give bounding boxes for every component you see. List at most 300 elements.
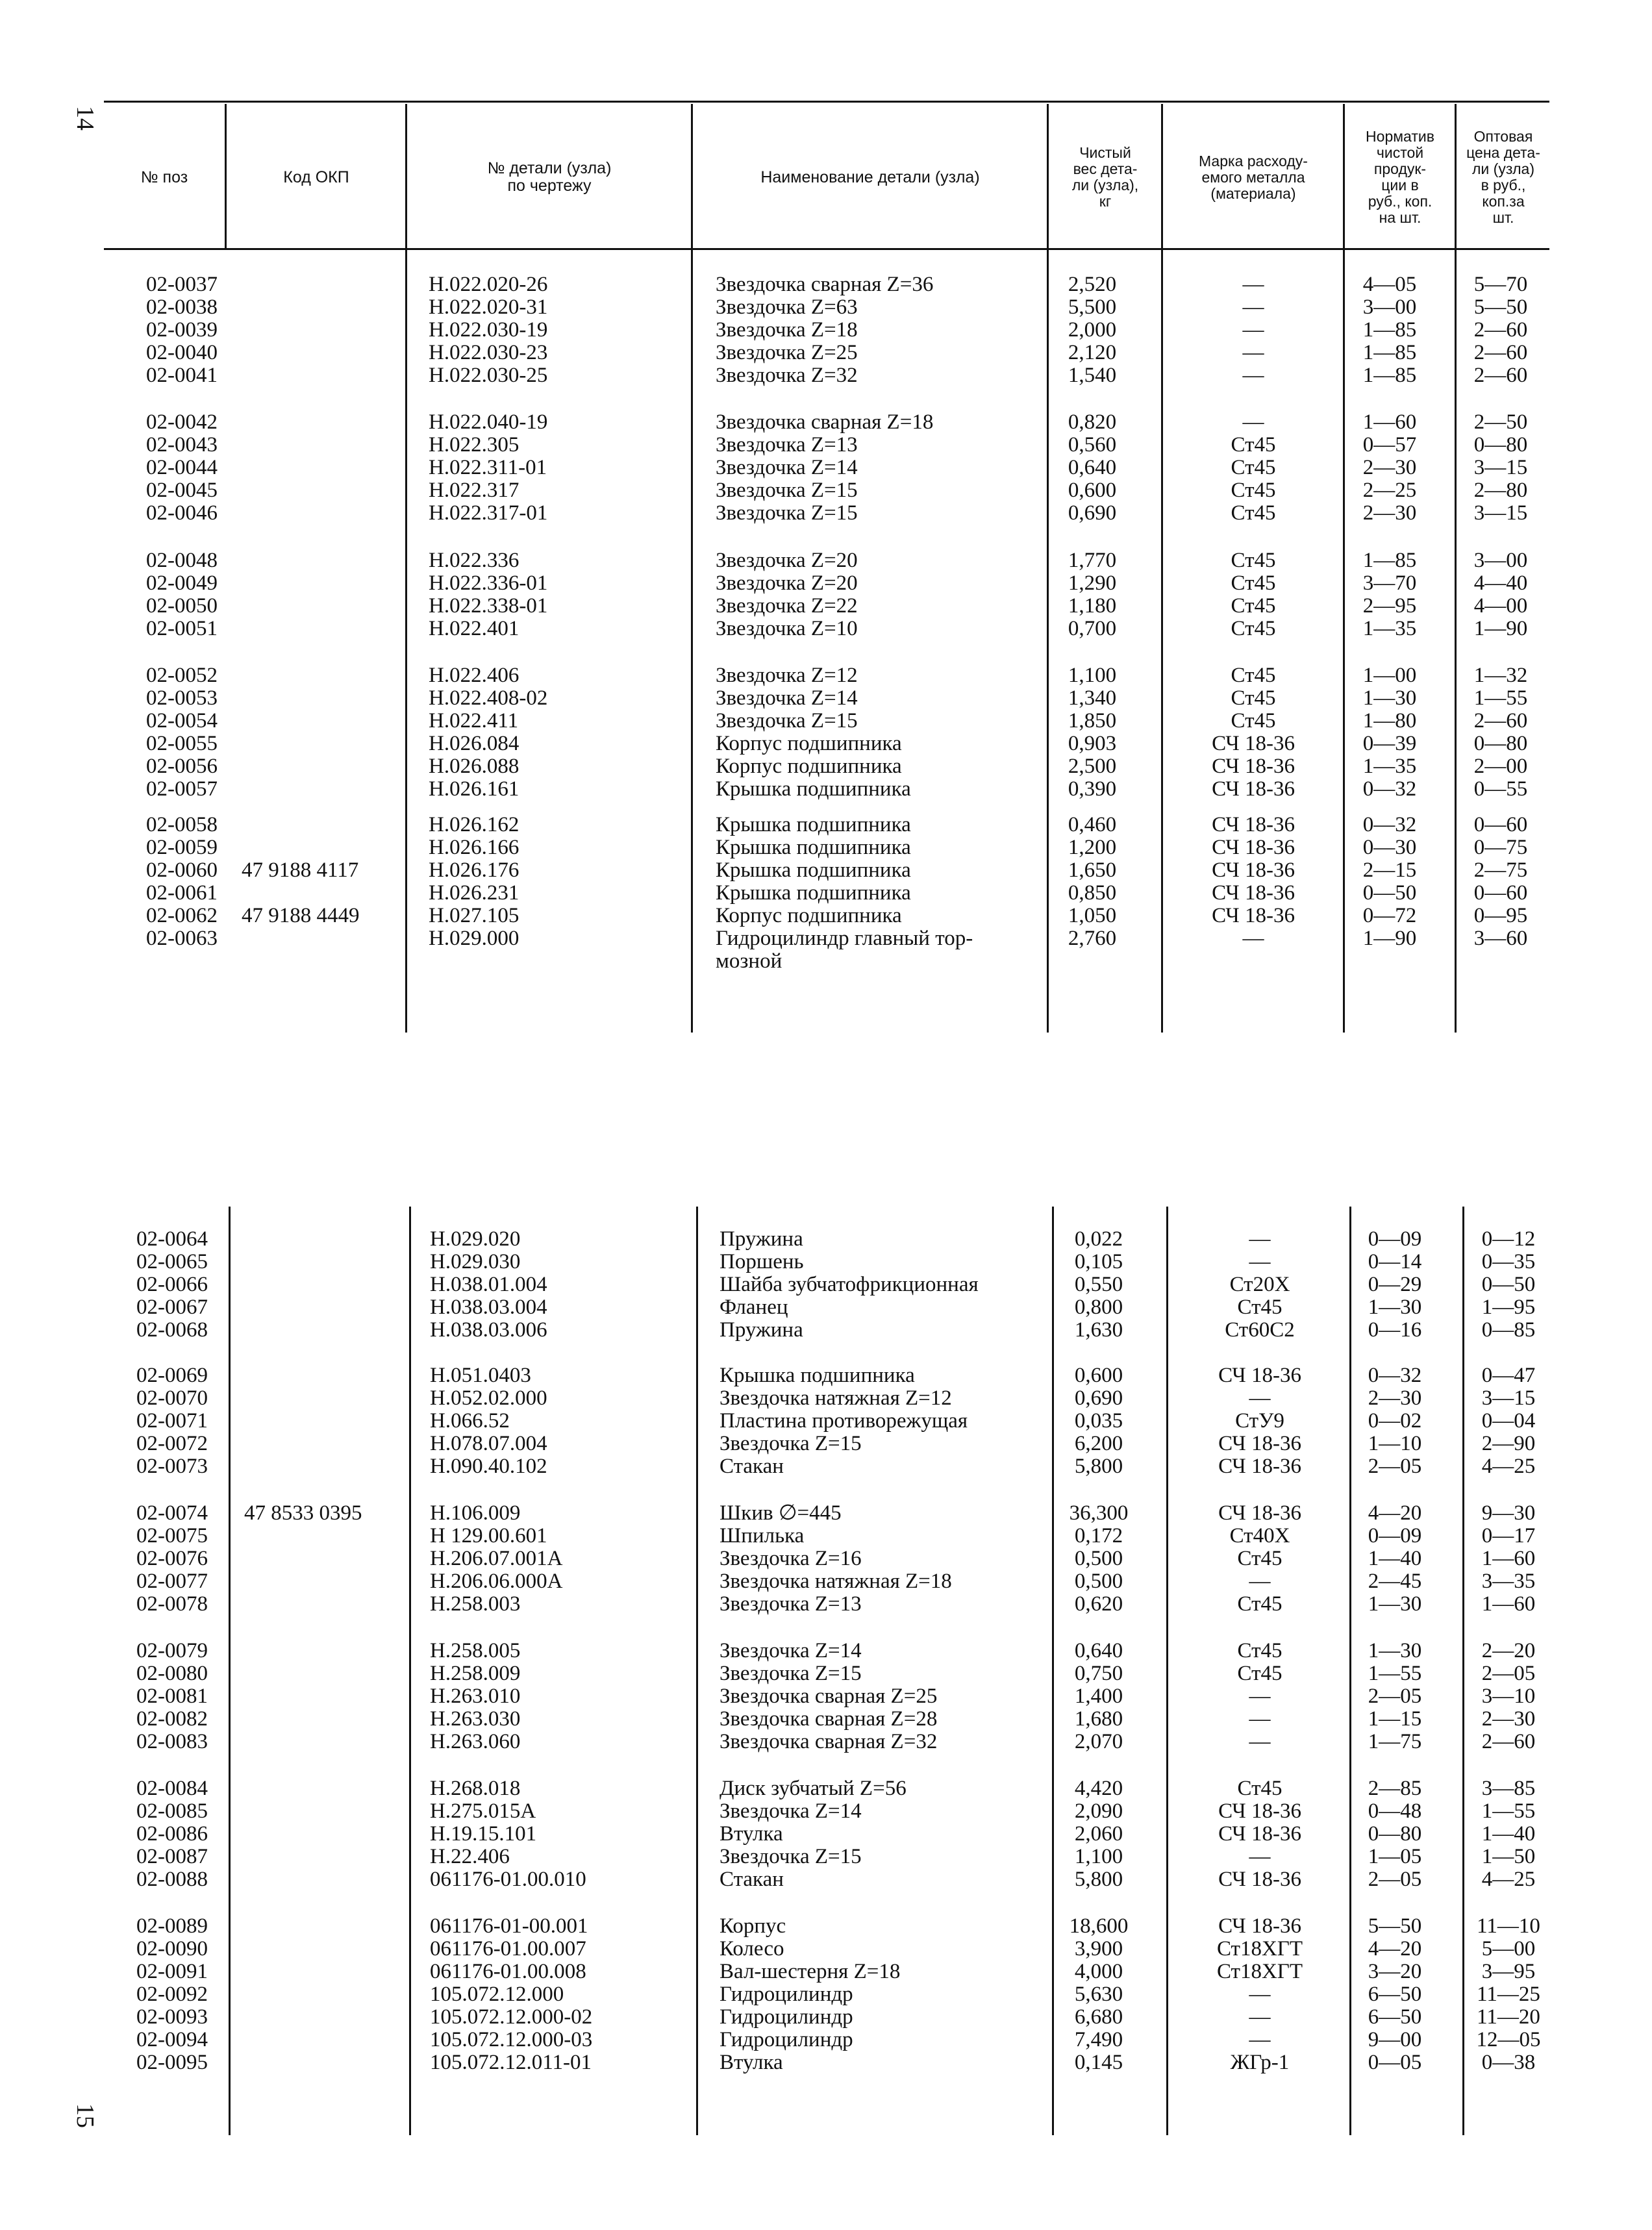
norm-value-cell: 3—70 bbox=[1362, 571, 1417, 595]
table-row bbox=[0, 1685, 1652, 1708]
weight-cell: 0,820 bbox=[1068, 410, 1117, 434]
table-row bbox=[0, 1592, 1652, 1616]
material-cell: — bbox=[1242, 927, 1264, 950]
material-cell: Ст45 bbox=[1231, 501, 1276, 525]
weight-cell: 1,180 bbox=[1068, 594, 1117, 618]
weight-cell: 5,800 bbox=[1074, 1868, 1123, 1891]
table-row bbox=[0, 456, 1652, 479]
wholesale-price-cell: 0—60 bbox=[1473, 881, 1528, 905]
wholesale-price-cell: 4—00 bbox=[1473, 594, 1528, 618]
weight-cell: 1,200 bbox=[1068, 836, 1117, 859]
weight-cell: 2,120 bbox=[1068, 341, 1117, 364]
norm-value-cell: 2—05 bbox=[1368, 1868, 1422, 1891]
wholesale-price-cell: 0—04 bbox=[1481, 1409, 1536, 1433]
wholesale-price-cell: 3—15 bbox=[1481, 1386, 1536, 1410]
material-cell: Ст45 bbox=[1231, 571, 1276, 595]
material-cell: СЧ 18-36 bbox=[1212, 732, 1295, 755]
material-cell: Ст45 bbox=[1237, 1592, 1283, 1616]
detail-number-cell: Н.022.020-31 bbox=[429, 295, 548, 319]
wholesale-price-cell: 5—00 bbox=[1481, 1937, 1536, 1961]
weight-cell: 18,600 bbox=[1069, 1914, 1129, 1938]
okp-code-cell: 47 9188 4449 bbox=[242, 904, 360, 927]
pos-cell: 02-0070 bbox=[136, 1386, 208, 1410]
wholesale-price-cell: 4—25 bbox=[1481, 1868, 1536, 1891]
wholesale-price-cell: 2—60 bbox=[1481, 1730, 1536, 1753]
part-name-cell: Стакан bbox=[720, 1455, 784, 1478]
wholesale-price-cell: 2—60 bbox=[1473, 341, 1528, 364]
pos-cell: 02-0065 bbox=[136, 1250, 208, 1273]
part-name-cell: Крышка подшипника bbox=[716, 881, 911, 905]
part-name-cell: Звездочка Z=12 bbox=[716, 664, 858, 687]
column-divider bbox=[225, 104, 227, 248]
table-row bbox=[0, 664, 1652, 687]
wholesale-price-cell: 0—38 bbox=[1481, 2051, 1536, 2074]
pos-cell: 02-0081 bbox=[136, 1685, 208, 1708]
wholesale-price-cell: 11—25 bbox=[1477, 1983, 1540, 2006]
material-cell: — bbox=[1242, 341, 1264, 364]
detail-number-cell: 061176-01-00.001 bbox=[430, 1914, 588, 1938]
part-name-cell: Звездочка Z=14 bbox=[720, 1639, 862, 1662]
weight-cell: 1,340 bbox=[1068, 686, 1117, 710]
wholesale-price-cell: 2—75 bbox=[1473, 858, 1528, 882]
material-cell: — bbox=[1249, 1707, 1271, 1731]
wholesale-price-cell bbox=[1447, 949, 1555, 973]
pos-cell: 02-0044 bbox=[146, 456, 218, 479]
table-row bbox=[0, 479, 1652, 502]
part-name-cell: Звездочка Z=15 bbox=[716, 709, 858, 733]
material-cell: Ст45 bbox=[1231, 479, 1276, 502]
material-cell: — bbox=[1249, 1730, 1271, 1753]
table-row bbox=[0, 1409, 1652, 1433]
weight-cell: 2,090 bbox=[1074, 1799, 1123, 1823]
weight-cell: 1,400 bbox=[1074, 1685, 1123, 1708]
part-name-cell: Шайба зубчатофрикционная bbox=[720, 1273, 979, 1296]
norm-value-cell: 1—85 bbox=[1362, 364, 1417, 387]
detail-number-cell: Н.052.02.000 bbox=[430, 1386, 547, 1410]
norm-value-cell: 2—25 bbox=[1362, 479, 1417, 502]
part-name-cell: Гидроцилиндр bbox=[720, 2005, 853, 2029]
norm-value-cell: 1—75 bbox=[1368, 1730, 1422, 1753]
weight-cell: 2,500 bbox=[1068, 755, 1117, 778]
detail-number-cell: Н.051.0403 bbox=[430, 1364, 531, 1387]
part-name-cell: Шпилька bbox=[720, 1524, 805, 1547]
table-row bbox=[0, 594, 1652, 618]
wholesale-price-cell: 11—20 bbox=[1477, 2005, 1540, 2029]
pos-cell: 02-0077 bbox=[136, 1570, 208, 1593]
table-row bbox=[0, 904, 1652, 927]
wholesale-price-cell: 0—80 bbox=[1473, 732, 1528, 755]
part-name-cell: Звездочка сварная Z=28 bbox=[720, 1707, 938, 1731]
weight-cell: 1,540 bbox=[1068, 364, 1117, 387]
pos-cell: 02-0084 bbox=[136, 1777, 208, 1800]
table-row bbox=[0, 1318, 1652, 1342]
wholesale-price-cell: 0—55 bbox=[1473, 777, 1528, 801]
weight-cell: 0,500 bbox=[1074, 1570, 1123, 1593]
part-name-cell: Звездочка Z=14 bbox=[720, 1799, 862, 1823]
pos-cell: 02-0043 bbox=[146, 433, 218, 457]
material-cell: СтУ9 bbox=[1235, 1409, 1284, 1433]
weight-cell: 0,700 bbox=[1068, 617, 1117, 640]
wholesale-price-cell: 2—60 bbox=[1473, 318, 1528, 342]
table-row bbox=[0, 755, 1652, 778]
part-name-cell: Вал-шестерня Z=18 bbox=[720, 1960, 901, 1983]
weight-cell: 5,800 bbox=[1074, 1455, 1123, 1478]
pos-cell: 02-0057 bbox=[146, 777, 218, 801]
header-detail: № детали (узла) по чертежу bbox=[487, 159, 612, 195]
wholesale-price-cell: 2—00 bbox=[1473, 755, 1528, 778]
pos-cell: 02-0071 bbox=[136, 1409, 208, 1433]
detail-number-cell: Н.027.105 bbox=[429, 904, 519, 927]
weight-cell: 0,620 bbox=[1074, 1592, 1123, 1616]
pos-cell: 02-0062 bbox=[146, 904, 218, 927]
table-row bbox=[0, 1868, 1652, 1891]
table-row bbox=[0, 858, 1652, 882]
table-row bbox=[0, 295, 1652, 319]
table-row bbox=[0, 2005, 1652, 2029]
material-cell: — bbox=[1249, 1570, 1271, 1593]
weight-cell: 0,640 bbox=[1074, 1639, 1123, 1662]
part-name-cell: Звездочка Z=13 bbox=[716, 433, 858, 457]
pos-cell: 02-0073 bbox=[136, 1455, 208, 1478]
pos-cell: 02-0041 bbox=[146, 364, 218, 387]
wholesale-price-cell: 1—50 bbox=[1481, 1845, 1536, 1868]
pos-cell: 02-0056 bbox=[146, 755, 218, 778]
material-cell: — bbox=[1249, 2028, 1271, 2051]
detail-number-cell: Н.022.411 bbox=[429, 709, 519, 733]
material-cell: СЧ 18-36 bbox=[1218, 1364, 1301, 1387]
pos-cell: 02-0066 bbox=[136, 1273, 208, 1296]
wholesale-price-cell: 2—50 bbox=[1473, 410, 1528, 434]
weight-cell: 0,550 bbox=[1074, 1273, 1123, 1296]
wholesale-price-cell: 1—32 bbox=[1473, 664, 1528, 687]
part-name-cell: Крышка подшипника bbox=[716, 836, 911, 859]
pos-cell: 02-0078 bbox=[136, 1592, 208, 1616]
weight-cell: 0,850 bbox=[1068, 881, 1117, 905]
weight-cell: 0,560 bbox=[1068, 433, 1117, 457]
part-name-cell: Звездочка сварная Z=18 bbox=[716, 410, 934, 434]
part-name-cell: Звездочка Z=14 bbox=[716, 456, 858, 479]
part-name-cell: Звездочка Z=13 bbox=[720, 1592, 862, 1616]
norm-value-cell: 5—50 bbox=[1368, 1914, 1422, 1938]
norm-value-cell: 2—15 bbox=[1362, 858, 1417, 882]
pos-cell: 02-0094 bbox=[136, 2028, 208, 2051]
norm-value-cell: 0—32 bbox=[1362, 777, 1417, 801]
pos-cell: 02-0095 bbox=[136, 2051, 208, 2074]
material-cell: — bbox=[1242, 364, 1264, 387]
pos-cell: 02-0090 bbox=[136, 1937, 208, 1961]
header-okp: Код ОКП bbox=[283, 168, 349, 186]
part-name-cell: Звездочка натяжная Z=12 bbox=[720, 1386, 952, 1410]
part-name-cell: Крышка подшипника bbox=[716, 777, 911, 801]
header-weight: Чистый вес дета- ли (узла), кг bbox=[1071, 144, 1139, 210]
weight-cell: 0,105 bbox=[1074, 1250, 1123, 1273]
detail-number-cell: Н.026.166 bbox=[429, 836, 519, 859]
norm-value-cell: 4—05 bbox=[1362, 273, 1417, 296]
norm-value-cell: 1—30 bbox=[1362, 686, 1417, 710]
material-cell: — bbox=[1249, 2005, 1271, 2029]
part-name-cell: Звездочка Z=20 bbox=[716, 571, 858, 595]
part-name-cell: Звездочка Z=16 bbox=[720, 1547, 862, 1570]
norm-value-cell: 0—32 bbox=[1362, 813, 1417, 836]
norm-value-cell: 0—02 bbox=[1368, 1409, 1422, 1433]
table-row bbox=[0, 549, 1652, 572]
wholesale-price-cell: 2—30 bbox=[1481, 1707, 1536, 1731]
part-name-cell: Корпус подшипника bbox=[716, 755, 902, 778]
norm-value-cell: 0—14 bbox=[1368, 1250, 1422, 1273]
material-cell: — bbox=[1242, 410, 1264, 434]
norm-value-cell: 1—85 bbox=[1362, 318, 1417, 342]
weight-cell: 4,000 bbox=[1074, 1960, 1123, 1983]
table-row bbox=[0, 2051, 1652, 2074]
weight-cell: 3,900 bbox=[1074, 1937, 1123, 1961]
weight-cell: 0,903 bbox=[1068, 732, 1117, 755]
detail-number-cell: Н.022.408-02 bbox=[429, 686, 548, 710]
wholesale-price-cell: 0—80 bbox=[1473, 433, 1528, 457]
norm-value-cell: 2—30 bbox=[1362, 501, 1417, 525]
material-cell: Ст45 bbox=[1237, 1662, 1283, 1685]
material-cell: Ст45 bbox=[1231, 617, 1276, 640]
pos-cell: 02-0080 bbox=[136, 1662, 208, 1685]
norm-value-cell: 1—80 bbox=[1362, 709, 1417, 733]
table-row bbox=[0, 777, 1652, 801]
part-name-cell: Корпус подшипника bbox=[716, 732, 902, 755]
weight-cell: 7,490 bbox=[1074, 2028, 1123, 2051]
norm-value-cell bbox=[1338, 949, 1442, 973]
header-pos: № поз bbox=[140, 168, 188, 186]
norm-value-cell: 6—50 bbox=[1368, 2005, 1422, 2029]
detail-number-cell: Н.029.020 bbox=[430, 1227, 521, 1251]
header-norm: Норматив чистой продук- ции в руб., коп. на шт. bbox=[1366, 128, 1434, 226]
page-number-top: 14 bbox=[71, 106, 99, 131]
table-row bbox=[0, 501, 1652, 525]
part-name-cell: Звездочка Z=63 bbox=[716, 295, 858, 319]
detail-number-cell: 105.072.12.000 bbox=[430, 1983, 564, 2006]
detail-number-cell: Н.022.030-23 bbox=[429, 341, 548, 364]
detail-number-cell: Н.022.040-19 bbox=[429, 410, 548, 434]
norm-value-cell: 1—40 bbox=[1368, 1547, 1422, 1570]
pos-cell: 02-0092 bbox=[136, 1983, 208, 2006]
detail-number-cell: Н.022.336 bbox=[429, 549, 519, 572]
pos-cell: 02-0085 bbox=[136, 1799, 208, 1823]
detail-number-cell: Н.078.07.004 bbox=[430, 1432, 547, 1455]
table-row bbox=[0, 1227, 1652, 1251]
norm-value-cell: 9—00 bbox=[1368, 2028, 1422, 2051]
table-row bbox=[0, 1777, 1652, 1800]
detail-number-cell: Н.026.231 bbox=[429, 881, 519, 905]
detail-number-cell: Н.022.020-26 bbox=[429, 273, 548, 296]
weight-cell: 0,750 bbox=[1074, 1662, 1123, 1685]
detail-number-cell: Н.026.162 bbox=[429, 813, 519, 836]
material-cell: ЖГр-1 bbox=[1230, 2051, 1290, 2074]
part-name-cell: Пружина bbox=[720, 1227, 803, 1251]
norm-value-cell: 1—10 bbox=[1368, 1432, 1422, 1455]
norm-value-cell: 0—30 bbox=[1362, 836, 1417, 859]
pos-cell: 02-0091 bbox=[136, 1960, 208, 1983]
table-row bbox=[0, 1386, 1652, 1410]
part-name-cell: Звездочка Z=15 bbox=[716, 479, 858, 502]
header-name: Наименование детали (узла) bbox=[760, 168, 980, 186]
detail-number-cell: Н.022.406 bbox=[429, 664, 519, 687]
norm-value-cell: 1—00 bbox=[1362, 664, 1417, 687]
pos-cell: 02-0039 bbox=[146, 318, 218, 342]
table-row bbox=[0, 1455, 1652, 1478]
table-row bbox=[0, 1432, 1652, 1455]
pos-cell: 02-0088 bbox=[136, 1868, 208, 1891]
detail-number-cell: Н.026.176 bbox=[429, 858, 519, 882]
part-name-cell: Крышка подшипника bbox=[716, 858, 911, 882]
pos-cell: 02-0037 bbox=[146, 273, 218, 296]
weight-cell: 1,850 bbox=[1068, 709, 1117, 733]
part-name-cell: Звездочка Z=20 bbox=[716, 549, 858, 572]
weight-cell: 0,390 bbox=[1068, 777, 1117, 801]
weight-cell: 1,770 bbox=[1068, 549, 1117, 572]
norm-value-cell: 1—30 bbox=[1368, 1639, 1422, 1662]
pos-cell: 02-0093 bbox=[136, 2005, 208, 2029]
pos-cell: 02-0058 bbox=[146, 813, 218, 836]
pos-cell bbox=[127, 949, 218, 973]
material-cell: Ст45 bbox=[1237, 1777, 1283, 1800]
wholesale-price-cell: 0—75 bbox=[1473, 836, 1528, 859]
detail-number-cell: 061176-01.00.007 bbox=[430, 1937, 586, 1961]
wholesale-price-cell: 3—10 bbox=[1481, 1685, 1536, 1708]
table-row bbox=[0, 1547, 1652, 1570]
part-name-cell: Звездочка сварная Z=32 bbox=[720, 1730, 938, 1753]
part-name-cell: Шкив ∅=445 bbox=[720, 1501, 842, 1525]
detail-number-cell: Н.090.40.102 bbox=[430, 1455, 547, 1478]
detail-number-cell: Н.258.009 bbox=[430, 1662, 521, 1685]
part-name-cell: Звездочка Z=15 bbox=[720, 1845, 862, 1868]
detail-number-cell: Н.038.03.006 bbox=[430, 1318, 547, 1342]
part-name-cell: Звездочка Z=15 bbox=[720, 1432, 862, 1455]
part-name-cell: Звездочка Z=15 bbox=[716, 501, 858, 525]
norm-value-cell: 2—30 bbox=[1362, 456, 1417, 479]
material-cell: СЧ 18-36 bbox=[1218, 1914, 1301, 1938]
weight-cell: 1,100 bbox=[1074, 1845, 1123, 1868]
material-cell: Ст20Х bbox=[1229, 1273, 1290, 1296]
part-name-cell: Гидроцилиндр bbox=[720, 1983, 853, 2006]
header-material: Марка расходу- емого металла (материала) bbox=[1199, 152, 1308, 202]
wholesale-price-cell: 0—47 bbox=[1481, 1364, 1536, 1387]
norm-value-cell: 0—72 bbox=[1362, 904, 1417, 927]
part-name-cell: Звездочка Z=18 bbox=[716, 318, 858, 342]
pos-cell: 02-0072 bbox=[136, 1432, 208, 1455]
material-cell: Ст45 bbox=[1231, 433, 1276, 457]
weight-cell: 1,100 bbox=[1068, 664, 1117, 687]
material-cell: Ст45 bbox=[1237, 1639, 1283, 1662]
wholesale-price-cell: 3—85 bbox=[1481, 1777, 1536, 1800]
pos-cell: 02-0059 bbox=[146, 836, 218, 859]
pos-cell: 02-0048 bbox=[146, 549, 218, 572]
weight-cell: 6,200 bbox=[1074, 1432, 1123, 1455]
material-cell: — bbox=[1249, 1250, 1271, 1273]
weight-cell: 0,500 bbox=[1074, 1547, 1123, 1570]
weight-cell: 5,500 bbox=[1068, 295, 1117, 319]
table-row bbox=[0, 881, 1652, 905]
weight-cell: 0,690 bbox=[1068, 501, 1117, 525]
table-row bbox=[0, 1273, 1652, 1296]
detail-number-cell: Н.038.01.004 bbox=[430, 1273, 547, 1296]
part-name-cell: Звездочка натяжная Z=18 bbox=[720, 1570, 952, 1593]
table-row bbox=[0, 1662, 1652, 1685]
wholesale-price-cell: 0—50 bbox=[1481, 1273, 1536, 1296]
okp-code-cell: 47 9188 4117 bbox=[242, 858, 359, 882]
pos-cell: 02-0042 bbox=[146, 410, 218, 434]
wholesale-price-cell: 4—40 bbox=[1473, 571, 1528, 595]
norm-value-cell: 1—60 bbox=[1362, 410, 1417, 434]
norm-value-cell: 2—30 bbox=[1368, 1386, 1422, 1410]
wholesale-price-cell: 3—35 bbox=[1481, 1570, 1536, 1593]
detail-number-cell: Н.022.317-01 bbox=[429, 501, 548, 525]
detail-number-cell: Н.066.52 bbox=[430, 1409, 510, 1433]
table-row bbox=[0, 433, 1652, 457]
material-cell: Ст60С2 bbox=[1225, 1318, 1295, 1342]
part-name-cell: Корпус подшипника bbox=[716, 904, 902, 927]
part-name-cell: Корпус bbox=[720, 1914, 786, 1938]
material-cell: — bbox=[1249, 1227, 1271, 1251]
material-cell: Ст45 bbox=[1231, 709, 1276, 733]
table-row bbox=[0, 273, 1652, 296]
detail-number-cell: Н 129.00.601 bbox=[430, 1524, 547, 1547]
table-row bbox=[0, 364, 1652, 387]
detail-number-cell: Н.258.005 bbox=[430, 1639, 521, 1662]
weight-cell: 4,420 bbox=[1074, 1777, 1123, 1800]
norm-value-cell: 0—57 bbox=[1362, 433, 1417, 457]
pos-cell: 02-0046 bbox=[146, 501, 218, 525]
material-cell: СЧ 18-36 bbox=[1212, 904, 1295, 927]
detail-number-cell: Н.026.161 bbox=[429, 777, 519, 801]
norm-value-cell: 0—29 bbox=[1368, 1273, 1422, 1296]
pos-cell: 02-0049 bbox=[146, 571, 218, 595]
material-cell: Ст45 bbox=[1231, 549, 1276, 572]
material-cell: Ст18ХГТ bbox=[1216, 1937, 1303, 1961]
weight-cell: 0,145 bbox=[1074, 2051, 1123, 2074]
weight-cell: 2,000 bbox=[1068, 318, 1117, 342]
detail-number-cell: 061176-01.00.008 bbox=[430, 1960, 586, 1983]
pos-cell: 02-0064 bbox=[136, 1227, 208, 1251]
part-name-cell: Втулка bbox=[720, 1822, 783, 1846]
weight-cell: 0,800 bbox=[1074, 1296, 1123, 1319]
detail-number-cell: Н.022.305 bbox=[429, 433, 519, 457]
pos-cell: 02-0076 bbox=[136, 1547, 208, 1570]
material-cell bbox=[1169, 949, 1338, 973]
part-name-cell: мозной bbox=[716, 949, 782, 973]
norm-value-cell: 1—85 bbox=[1362, 549, 1417, 572]
material-cell: СЧ 18-36 bbox=[1218, 1822, 1301, 1846]
pos-cell: 02-0050 bbox=[146, 594, 218, 618]
pos-cell: 02-0063 bbox=[146, 927, 218, 950]
norm-value-cell: 0—16 bbox=[1368, 1318, 1422, 1342]
material-cell: СЧ 18-36 bbox=[1212, 777, 1295, 801]
wholesale-price-cell: 2—80 bbox=[1473, 479, 1528, 502]
wholesale-price-cell: 0—35 bbox=[1481, 1250, 1536, 1273]
table-row bbox=[0, 709, 1652, 733]
pos-cell: 02-0083 bbox=[136, 1730, 208, 1753]
norm-value-cell: 3—00 bbox=[1362, 295, 1417, 319]
material-cell: СЧ 18-36 bbox=[1212, 881, 1295, 905]
norm-value-cell: 1—35 bbox=[1362, 755, 1417, 778]
wholesale-price-cell: 1—90 bbox=[1473, 617, 1528, 640]
norm-value-cell: 1—55 bbox=[1368, 1662, 1422, 1685]
table-row bbox=[0, 1296, 1652, 1319]
material-cell: СЧ 18-36 bbox=[1218, 1868, 1301, 1891]
part-name-cell: Гидроцилиндр главный тор- bbox=[716, 927, 973, 950]
pos-cell: 02-0075 bbox=[136, 1524, 208, 1547]
weight-cell: 1,630 bbox=[1074, 1318, 1123, 1342]
table-row bbox=[0, 1524, 1652, 1547]
table-row bbox=[0, 949, 1652, 973]
wholesale-price-cell: 5—50 bbox=[1473, 295, 1528, 319]
detail-number-cell: Н.022.401 bbox=[429, 617, 519, 640]
